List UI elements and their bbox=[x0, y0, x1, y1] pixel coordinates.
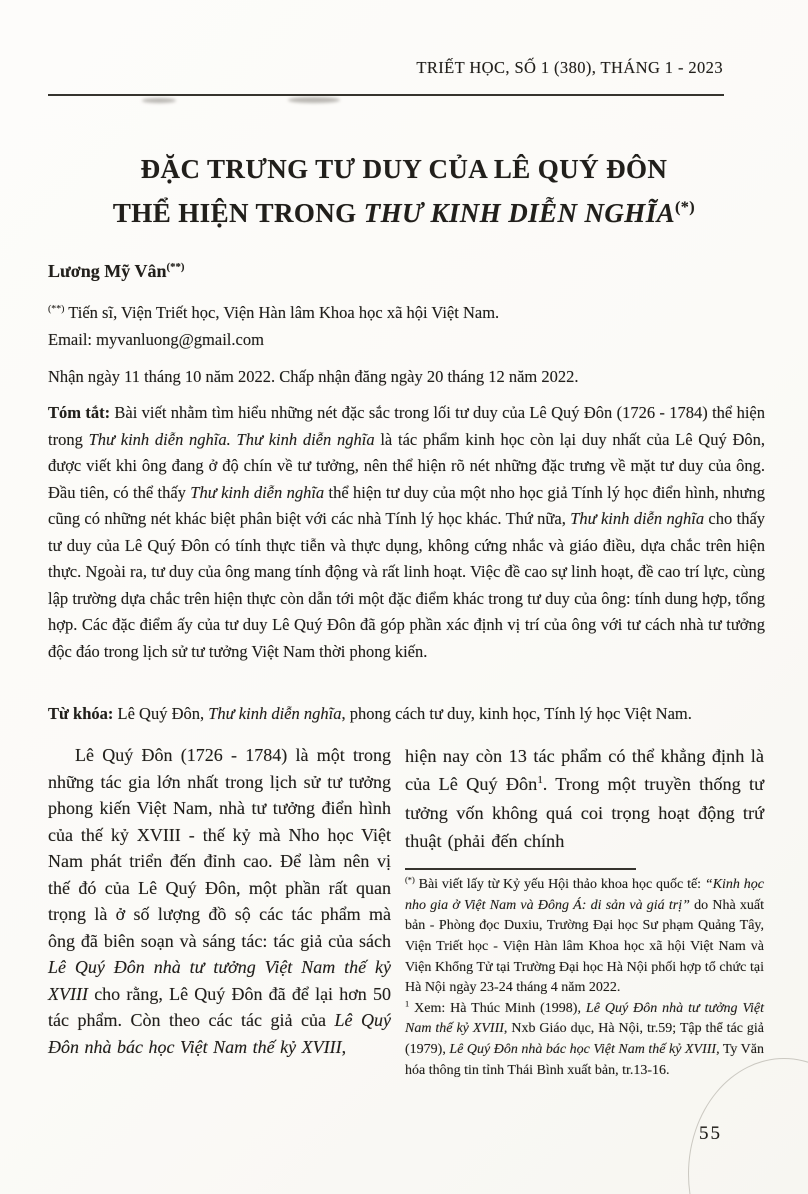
abstract-text: Bài viết nhằm tìm hiểu những nét đặc sắc trong lối tư duy của Lê Quý Đôn (1726 - 1784) thể hiện trong Thư kinh diễn nghĩa. Thư kinh diễn nghĩa là tác phẩm kinh học còn lại duy nhất của Lê Quý Đôn, được viết khi ông đang ở độ chín về tư tưởng, nên thể hiện rõ nét những đặc trưng về mặt tư duy của ông. Đầu tiên, có thể thấy Thư kinh diễn nghĩa thể hiện tư duy của một nho học giả Tính lý học điển hình, nhưng cũng có những nét khác biệt phân biệt với các nhà Tính lý học khác. Thứ nữa, Thư kinh diễn nghĩa cho thấy tư duy của Lê Quý Đôn có tính thực tiễn và thực dụng, không cứng nhắc và giáo điều, dựa chắc trên hiện thực. Ngoài ra, tư duy của ông mang tính động và rất linh hoạt. Việc đề cao sự linh hoạt, đề cao trí lực, cùng lập trường dựa chắc trên hiện thực còn dẫn tới một đặc điểm khác trong tư duy của ông: tính dung hợp, tổng hợp. Các đặc điểm ấy của tư duy Lê Quý Đôn đã góp phần xác định vị trí của ông với tư cách nhà tư tưởng độc đáo trong lịch sử tư tưởng Việt Nam thời phong kiến. bbox=[48, 403, 766, 661]
scan-smudge-left bbox=[142, 98, 176, 103]
author-name: Lương Mỹ Vân bbox=[48, 261, 167, 281]
abstract-label: Tóm tắt: bbox=[48, 403, 111, 422]
author-line bbox=[48, 261, 184, 282]
body-columns bbox=[48, 742, 764, 1081]
title-work-name: THƯ KINH DIỄN NGHĨA bbox=[363, 198, 676, 228]
affiliation-text: Tiến sĩ, Viện Triết học, Viện Hàn lâm Khoa học xã hội Việt Nam. bbox=[64, 303, 500, 322]
right-column bbox=[405, 742, 764, 1081]
article-title bbox=[0, 147, 808, 235]
footnote-star: (*) Bài viết lấy từ Kỷ yếu Hội thảo khoa học quốc tế: “Kinh học nho gia ở Việt Nam và Đông Á: di sản và giá trị” do Nhà xuất bản - Phòng đọc Duxiu, Trường Đại học Sư phạm Quảng Tây, Viện Triết học - Viện Hàn lâm Khoa học xã hội Việt Nam và Viện Khổng Tử tại Trường Đại học Hà Nội phối hợp tổ chức tại Hà Nội ngày 23-24 tháng 4 năm 2022. bbox=[405, 875, 765, 996]
title-line-2-prefix: THỂ HIỆN TRONG bbox=[112, 198, 364, 228]
journal-header: TRIẾT HỌC, SỐ 1 (380), THÁNG 1 - 2023 bbox=[416, 58, 723, 77]
scan-smudge-right bbox=[288, 97, 340, 103]
received-accepted-dates: Nhận ngày 11 tháng 10 năm 2022. Chấp nhận đăng ngày 20 tháng 12 năm 2022. bbox=[48, 367, 579, 386]
affiliation-mark: (**) bbox=[48, 303, 65, 315]
author-email: Email: myvanluong@gmail.com bbox=[48, 330, 264, 349]
keywords-label: Từ khóa: bbox=[48, 704, 114, 723]
footnote-separator bbox=[405, 868, 636, 870]
author-footnote-mark: (**) bbox=[166, 261, 185, 273]
footnote-1: $^1$ Xem: Hà Thúc Minh (1998), Lê Quý Đôn nhà tư tưởng Việt Nam thế kỷ XVIII, Nxb Giáo dục, Hà Nội, tr.59; Tập thể tác giả (1979), Lê Quý Đôn nhà bác học Việt Nam thế kỷ XVIII, Ty Văn hóa thông tin tỉnh Thái Bình xuất bản, tr.13-16. bbox=[405, 999, 765, 1078]
right-column-paragraph: hiện nay còn 13 tác phẩm có thể khẳng định là của Lê Quý Đôn$^1$. Trong một truyền thống tư tưởng vốn không quá coi trọng hoạt động trứ thuật (phải đến chính bbox=[405, 746, 764, 851]
left-column-paragraph: Lê Quý Đôn (1726 - 1784) là một trong những tác gia lớn nhất trong lịch sử tư tưởng phong kiến Việt Nam, nhà tư tưởng điển hình của thế kỷ XVIII - thế kỷ mà Nho học Việt Nam phát triển đến đỉnh cao. Để làm nên vị thế đó của Lê Quý Đôn, một phần rất quan trọng là ở số lượng đồ sộ các tác phẩm mà ông đã biên soạn và sáng tác: tác giả của sách Lê Quý Đôn nhà tư tưởng Việt Nam thế kỷ XVIII cho rằng, Lê Quý Đôn đã để lại hơn 50 tác phẩm. Còn theo các tác giả của Lê Quý Đôn nhà bác học Việt Nam thế kỷ XVIII, bbox=[48, 745, 391, 1057]
abstract-paragraph bbox=[48, 400, 765, 665]
left-column bbox=[48, 742, 391, 1060]
page-number: 55 bbox=[699, 1123, 722, 1144]
keywords-text: Lê Quý Đôn, Thư kinh diễn nghĩa, phong cách tư duy, kinh học, Tính lý học Việt Nam. bbox=[113, 704, 692, 723]
keywords-line bbox=[48, 701, 765, 727]
title-line-2 bbox=[113, 198, 695, 228]
title-line-1: ĐẶC TRƯNG TƯ DUY CỦA LÊ QUÝ ĐÔN bbox=[140, 154, 668, 184]
title-footnote-mark: (*) bbox=[675, 198, 696, 216]
header-rule bbox=[48, 94, 724, 96]
author-affiliation bbox=[48, 303, 499, 323]
